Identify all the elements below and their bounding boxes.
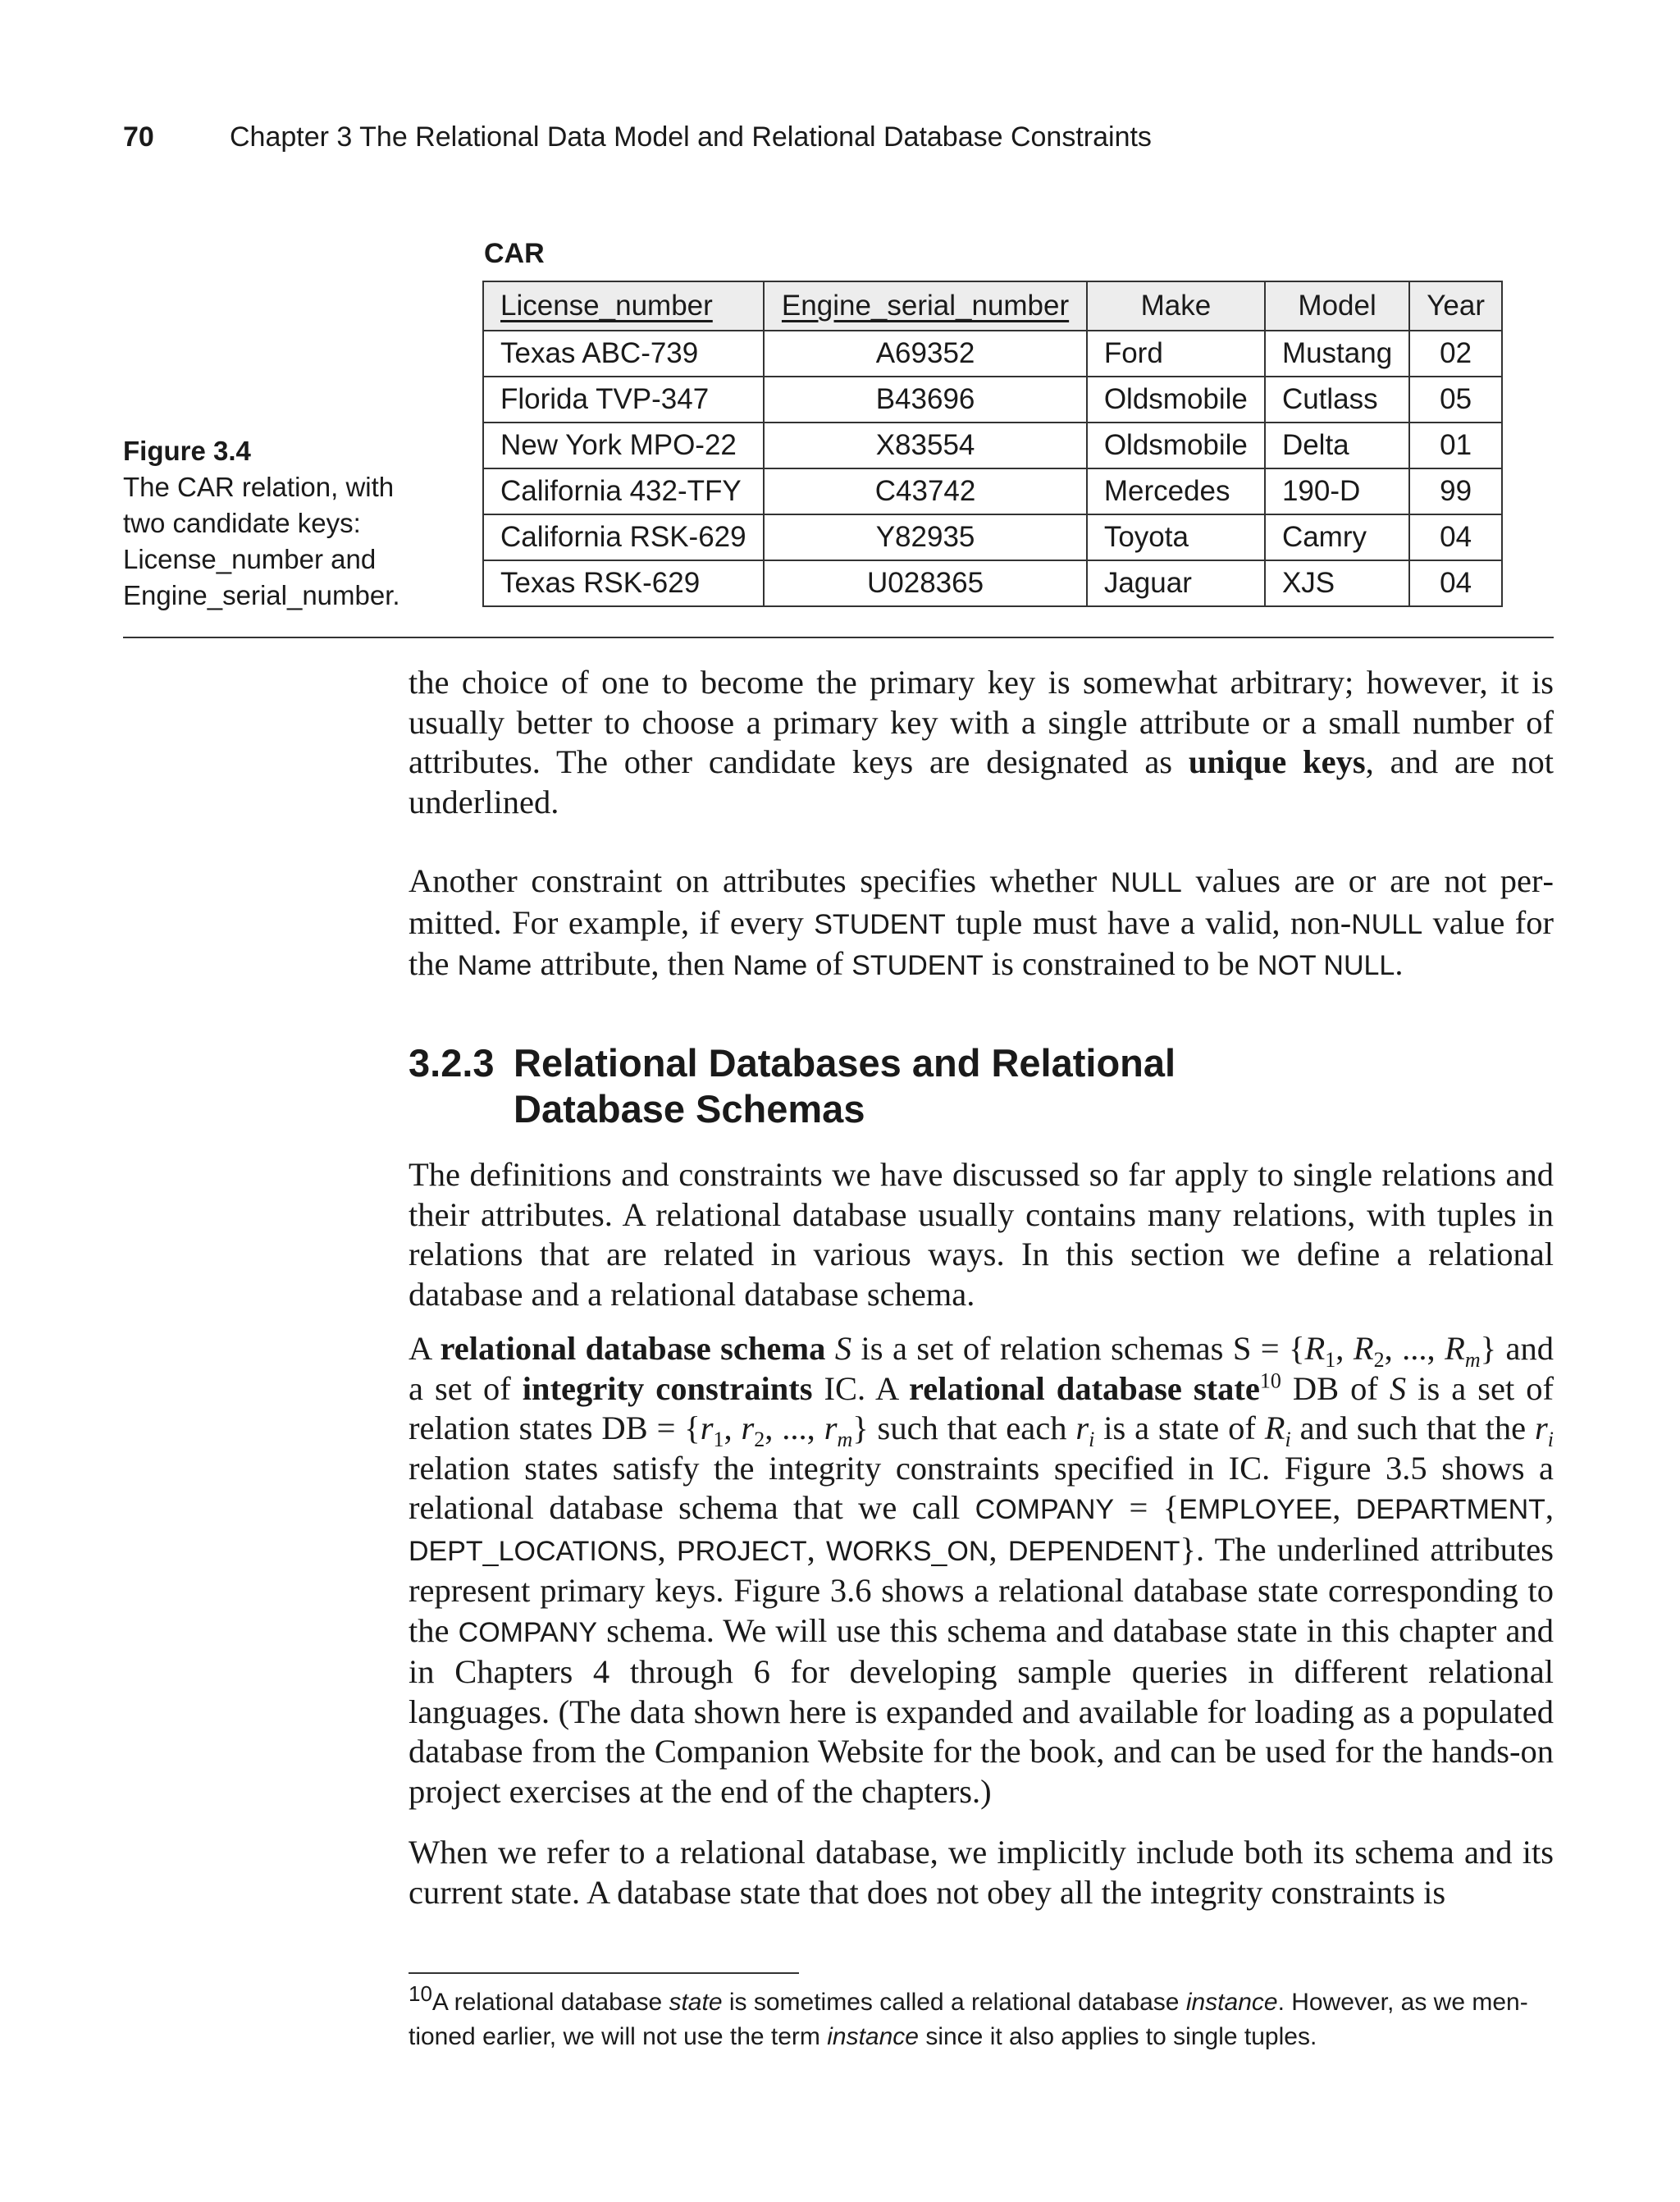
footnote-ref: 10 bbox=[1259, 1368, 1281, 1392]
table-cell: Delta bbox=[1265, 423, 1409, 468]
table-cell: Jaguar bbox=[1087, 560, 1265, 606]
table-cell: California RSK-629 bbox=[483, 514, 764, 560]
table-cell: U028365 bbox=[764, 560, 1087, 606]
section-heading bbox=[409, 1040, 1176, 1132]
table-cell: Mustang bbox=[1265, 331, 1409, 377]
section-title-line-2: Database Schemas bbox=[514, 1087, 865, 1131]
table-cell: Y82935 bbox=[764, 514, 1087, 560]
figure-caption-text: The CAR relation, with two candidate keys: License_number and Engine_serial_number. bbox=[123, 472, 400, 610]
table-cell: Oldsmobile bbox=[1087, 377, 1265, 423]
table-cell: California 432-TFY bbox=[483, 468, 764, 514]
table-cell: Toyota bbox=[1087, 514, 1265, 560]
table-cell: Texas RSK-629 bbox=[483, 560, 764, 606]
column-header-model: Model bbox=[1265, 281, 1409, 331]
section-title-line-1: Relational Databases and Relational bbox=[514, 1041, 1176, 1085]
footnote: $^{10}$A relational database state is sometimes called a relational database instance. However, as we mentioned earlier, we will not use the term instance since it also applies to single tuples. bbox=[409, 1981, 1528, 2050]
table-cell: X83554 bbox=[764, 423, 1087, 468]
table-cell: 190-D bbox=[1265, 468, 1409, 514]
table-cell: 02 bbox=[1409, 331, 1502, 377]
running-head: Chapter 3 The Relational Data Model and Relational Database Constraints bbox=[230, 121, 1152, 153]
table-row bbox=[483, 468, 1502, 514]
table-cell: B43696 bbox=[764, 377, 1087, 423]
table-row bbox=[483, 560, 1502, 606]
table-row bbox=[483, 514, 1502, 560]
term-unique-keys: unique keys bbox=[1188, 743, 1366, 780]
table-cell: New York MPO-22 bbox=[483, 423, 764, 468]
table-cell: Florida TVP-347 bbox=[483, 377, 764, 423]
table-cell: Oldsmobile bbox=[1087, 423, 1265, 468]
figure-divider bbox=[123, 637, 1554, 638]
body-paragraph-2: Another constraint on attributes specifies whether NULL values are or are not permitted. For example, if every STUDENT tuple must have a valid, non-NULL value for the Name attribute, then Name of STUDENT is constrained to be NOT NULL. bbox=[409, 862, 1554, 982]
table-cell: Camry bbox=[1265, 514, 1409, 560]
footnote-divider bbox=[409, 1972, 799, 1974]
table-cell: Cutlass bbox=[1265, 377, 1409, 423]
table-row bbox=[483, 423, 1502, 468]
body-paragraph-1: the choice of one to become the primary key is somewhat arbitrary; however, it is usually better to choose a primary key with a single attribute or a small number of attributes. The other candidate keys are designated as unique keys, and are not underlined. bbox=[409, 664, 1554, 820]
body-paragraph-4: A relational database schema S is a set of relation schemas $S = \{R_1$, $R_2$, ..., $R_m$} and a set of integrity constraints IC. A relational database state$^{10}$ DB of S is a set of relation states DB = {$r_1$, $r_2$, ..., $r_m$} such that each $r_i$ is a state of $R_i$ and such that the $r_i$ relation states satisfy the integrity constraints specified in IC. Figure 3.5 shows a relational database schema that we call COMPANY = {EMPLOYEE, DEPARTMENT, DEPT_LOCATIONS, PROJECT, WORKS_ON, DEPENDENT}. The underlined attributes represent primary keys. Figure 3.6 shows a relational database state corresponding to the COMPANY schema. We will use this schema and database state in this chapter and in Chapters 4 through 6 for developing sample queries in different relational languages. (The data shown here is expanded and available for loading as a populated database from the Companion Website for the book, and can be used for the hands-on project exercises at the end of the chapters.) bbox=[409, 1330, 1554, 1810]
table-row bbox=[483, 377, 1502, 423]
table-cell: Mercedes bbox=[1087, 468, 1265, 514]
table-cell: 04 bbox=[1409, 514, 1502, 560]
footnote-marker: 10 bbox=[409, 1981, 432, 2006]
relation-name: CAR bbox=[484, 238, 545, 269]
column-header-license-number: License_number bbox=[483, 281, 764, 331]
table-cell: 05 bbox=[1409, 377, 1502, 423]
table-row bbox=[483, 331, 1502, 377]
figure-label: Figure 3.4 bbox=[123, 436, 251, 466]
column-header-year: Year bbox=[1409, 281, 1502, 331]
table-cell: 99 bbox=[1409, 468, 1502, 514]
figure-caption bbox=[123, 433, 418, 614]
page-number: 70 bbox=[123, 121, 154, 153]
column-header-make: Make bbox=[1087, 281, 1265, 331]
table-header-row bbox=[483, 281, 1502, 331]
table-cell: A69352 bbox=[764, 331, 1087, 377]
table-cell: Texas ABC-739 bbox=[483, 331, 764, 377]
body-paragraph-5: When we refer to a relational database, we implicitly include both its schema and its current state. A database state that does not obey all the integrity constraints is bbox=[409, 1834, 1554, 1911]
table-cell: 04 bbox=[1409, 560, 1502, 606]
body-paragraph-3: The definitions and constraints we have discussed so far apply to single relations and their attributes. A relational database usually contains many relations, with tuples in relations that are related in various ways. In this section we define a relational database and a relational database schema. bbox=[409, 1156, 1554, 1313]
car-relation-table bbox=[482, 281, 1503, 607]
table-cell: C43742 bbox=[764, 468, 1087, 514]
table-cell: 01 bbox=[1409, 423, 1502, 468]
section-number: 3.2.3 bbox=[409, 1041, 495, 1085]
column-header-engine-serial-number: Engine_serial_number bbox=[764, 281, 1087, 331]
table-cell: XJS bbox=[1265, 560, 1409, 606]
table-cell: Ford bbox=[1087, 331, 1265, 377]
